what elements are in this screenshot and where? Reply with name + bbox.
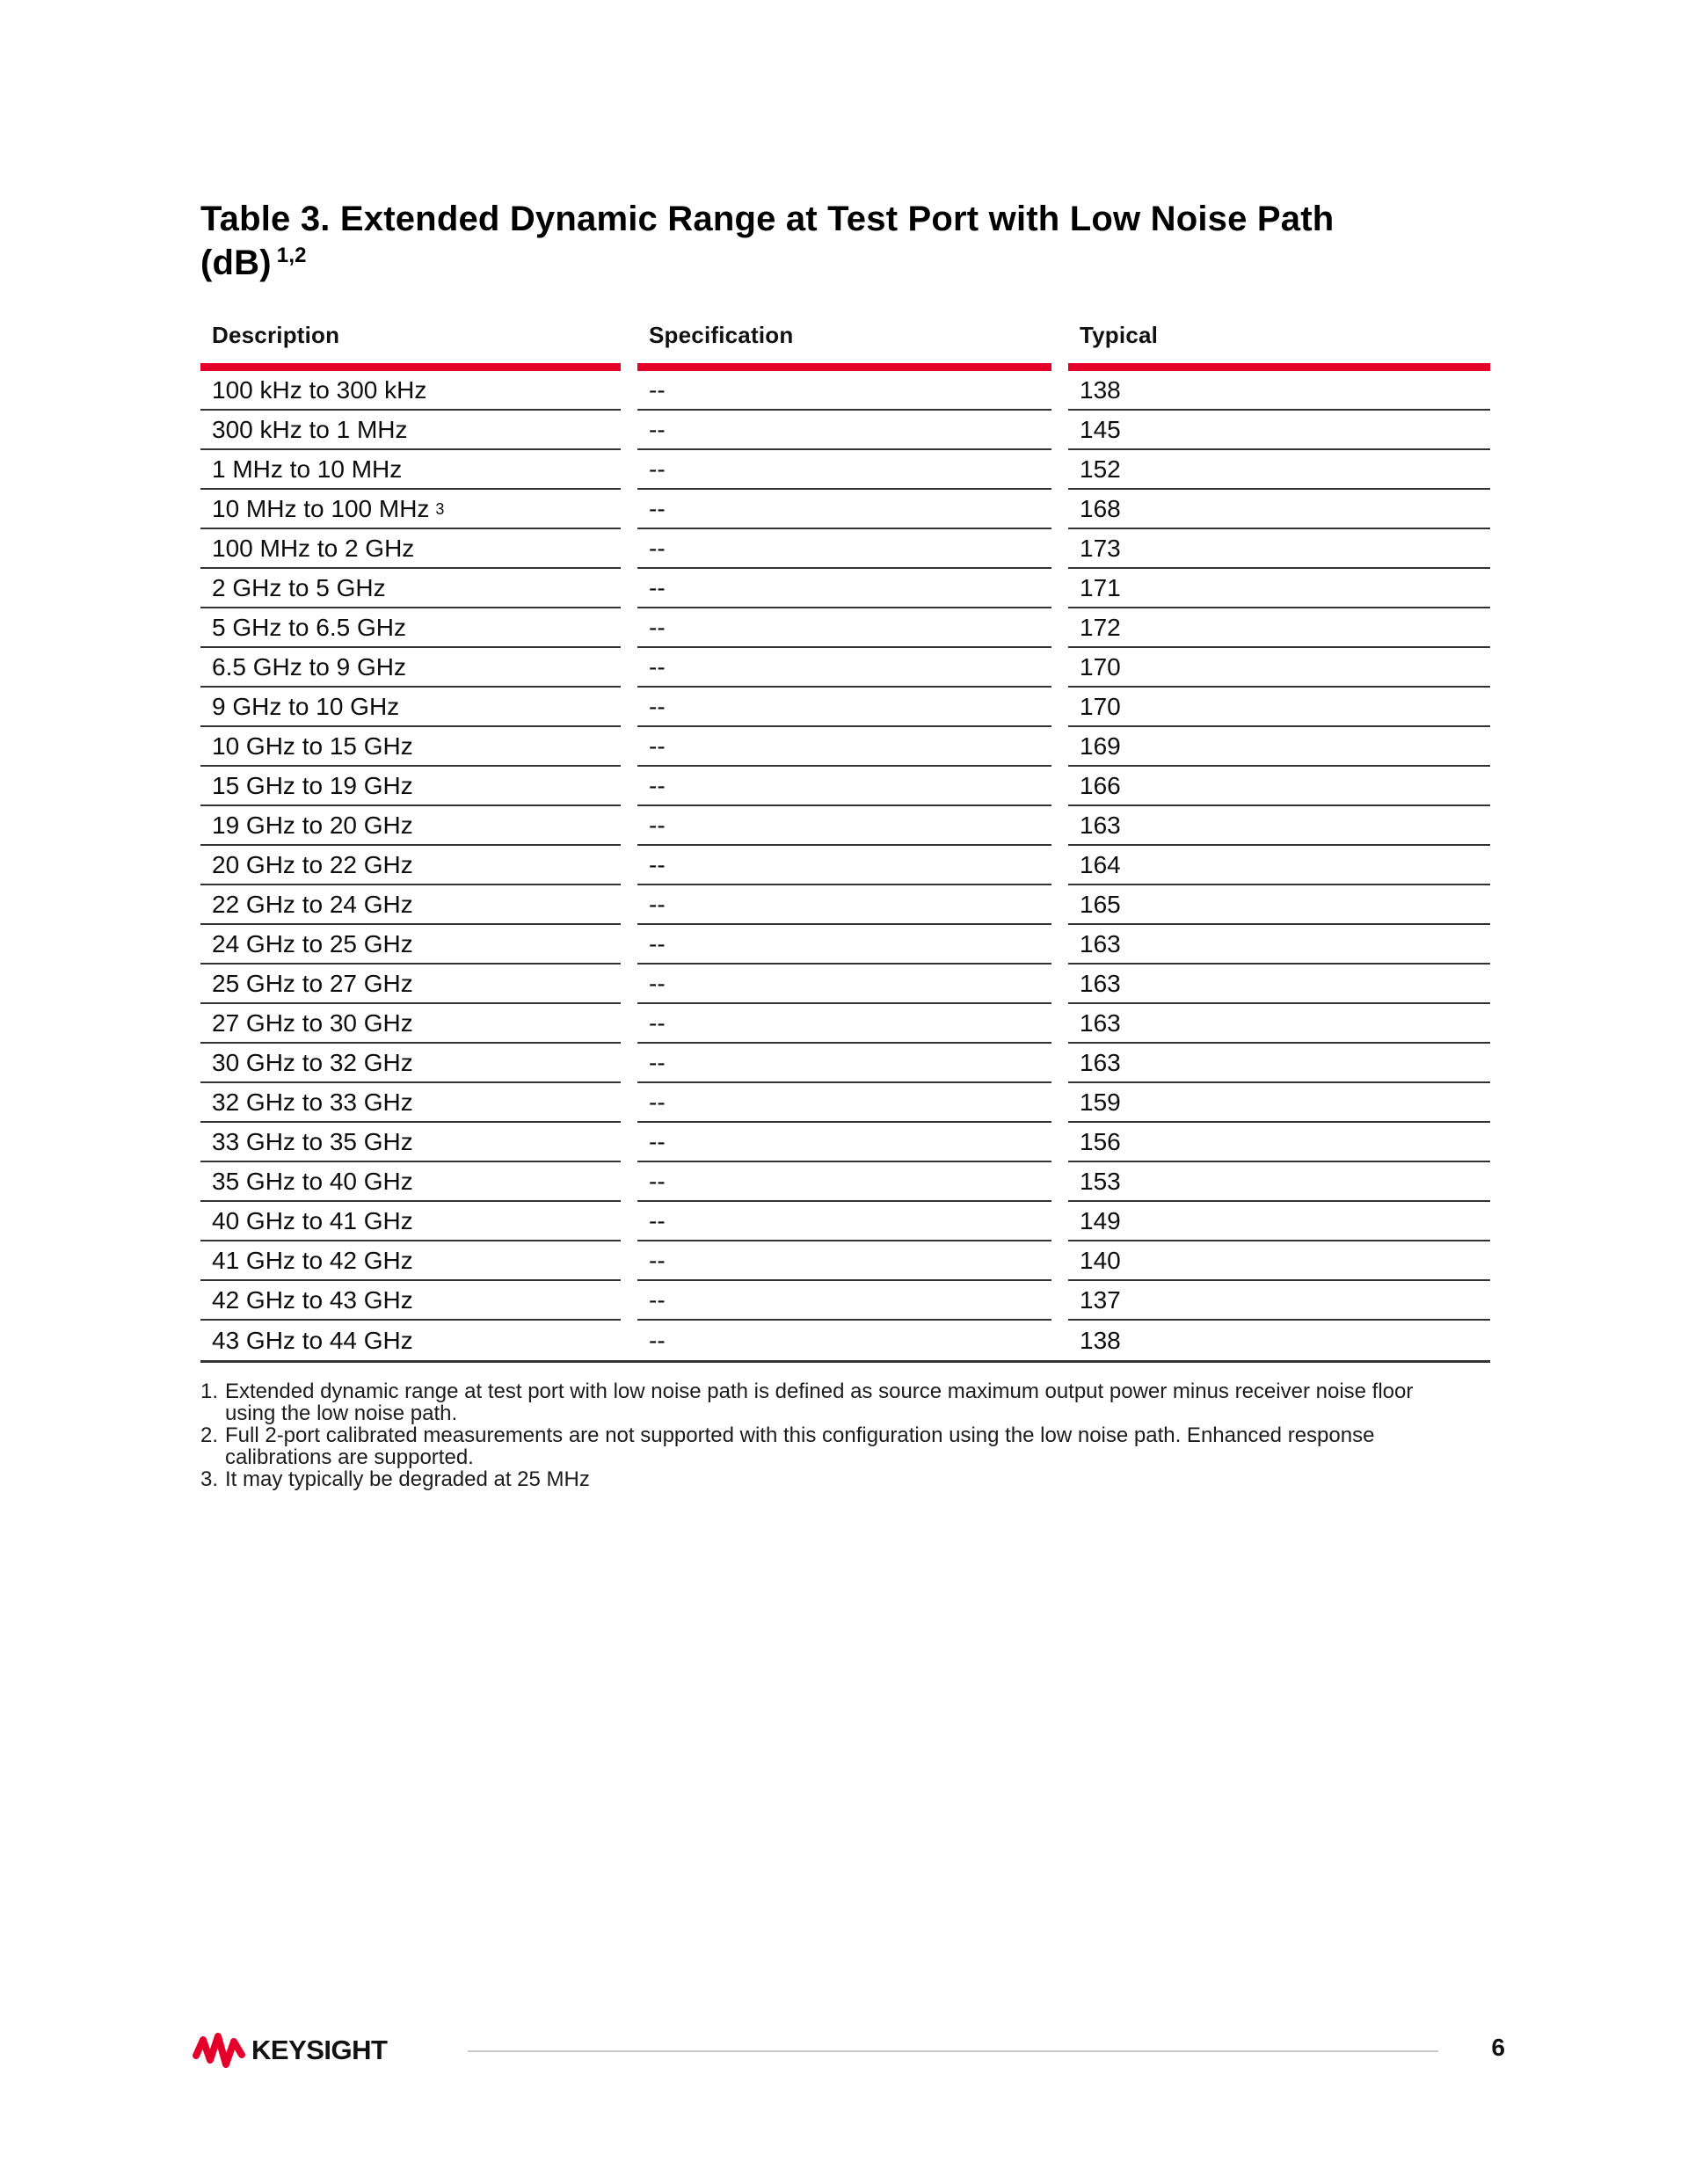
footnote-line: Full 2-port calibrated measurements are not supported with this configuration using the low noise path. Enhanced response bbox=[225, 1423, 1375, 1447]
table-row bbox=[200, 885, 1490, 925]
specification-cell: -- bbox=[637, 608, 1051, 648]
typical-cell: 165 bbox=[1068, 885, 1490, 925]
footnote-item bbox=[200, 1380, 1502, 1424]
specification-cell: -- bbox=[637, 1162, 1051, 1202]
description-cell: 6.5 GHz to 9 GHz bbox=[200, 648, 621, 688]
footnote-number: 2. bbox=[200, 1423, 219, 1447]
description-cell: 9 GHz to 10 GHz bbox=[200, 688, 621, 727]
specification-cell: -- bbox=[637, 727, 1051, 767]
typical-cell: 138 bbox=[1080, 1326, 1121, 1354]
table-row bbox=[200, 371, 1490, 411]
typical-cell: 172 bbox=[1068, 608, 1490, 648]
typical-cell: 140 bbox=[1068, 1241, 1490, 1281]
specification-cell: -- bbox=[637, 767, 1051, 806]
typical-cell: 171 bbox=[1068, 569, 1490, 608]
typical-cell: 138 bbox=[1068, 371, 1490, 411]
specification-cell: -- bbox=[637, 1123, 1051, 1162]
table-row bbox=[200, 1004, 1490, 1044]
description-cell: 41 GHz to 42 GHz bbox=[200, 1241, 621, 1281]
table-row bbox=[200, 1241, 1490, 1281]
table-row bbox=[200, 1123, 1490, 1162]
table-row bbox=[200, 688, 1490, 727]
typical-cell: 170 bbox=[1068, 648, 1490, 688]
table-row bbox=[200, 1281, 1490, 1321]
typical-cell: 149 bbox=[1068, 1202, 1490, 1241]
table-row bbox=[200, 767, 1490, 806]
table-row bbox=[200, 1083, 1490, 1123]
table-row bbox=[200, 529, 1490, 569]
description-cell: 32 GHz to 33 GHz bbox=[200, 1083, 621, 1123]
keysight-wordmark: KEYSIGHT bbox=[251, 2035, 388, 2065]
table-header-row bbox=[200, 322, 1490, 363]
typical-cell: 145 bbox=[1068, 411, 1490, 450]
specification-cell: -- bbox=[637, 648, 1051, 688]
footnote-line: calibrations are supported. bbox=[225, 1445, 474, 1469]
page-title bbox=[200, 197, 1343, 285]
specification-cell: -- bbox=[637, 1241, 1051, 1281]
description-cell: 24 GHz to 25 GHz bbox=[200, 925, 621, 965]
title-line1: Table 3. Extended Dynamic Range at Test Port with Low Noise Path bbox=[200, 200, 1335, 238]
description-cell: 1 MHz to 10 MHz bbox=[200, 450, 621, 490]
specification-cell: -- bbox=[637, 1281, 1051, 1321]
specification-cell: -- bbox=[637, 1083, 1051, 1123]
accent-bar-segment bbox=[1068, 363, 1490, 371]
specification-cell: -- bbox=[637, 529, 1051, 569]
table-body bbox=[200, 371, 1490, 1360]
specification-cell: -- bbox=[637, 965, 1051, 1004]
table-row bbox=[200, 450, 1490, 490]
extended-dynamic-range-table bbox=[200, 322, 1490, 1360]
table-row bbox=[200, 648, 1490, 688]
typical-cell: 163 bbox=[1068, 1004, 1490, 1044]
typical-cell: 170 bbox=[1068, 688, 1490, 727]
typical-cell: 163 bbox=[1068, 925, 1490, 965]
specification-cell: -- bbox=[649, 1326, 666, 1354]
typical-cell: 163 bbox=[1068, 806, 1490, 846]
table-row bbox=[200, 727, 1490, 767]
table-row bbox=[200, 569, 1490, 608]
description-cell: 33 GHz to 35 GHz bbox=[200, 1123, 621, 1162]
typical-cell: 156 bbox=[1068, 1123, 1490, 1162]
footer-divider bbox=[468, 2050, 1438, 2052]
table-row bbox=[200, 965, 1490, 1004]
typical-cell: 163 bbox=[1068, 1044, 1490, 1083]
typical-cell: 168 bbox=[1068, 490, 1490, 529]
description-cell: 19 GHz to 20 GHz bbox=[200, 806, 621, 846]
typical-cell: 164 bbox=[1068, 846, 1490, 885]
description-cell: 15 GHz to 19 GHz bbox=[200, 767, 621, 806]
table-row bbox=[200, 1044, 1490, 1083]
specification-cell: -- bbox=[637, 450, 1051, 490]
specification-cell: -- bbox=[637, 806, 1051, 846]
title-line2: (dB) bbox=[200, 244, 272, 282]
column-header-description: Description bbox=[212, 322, 340, 348]
description-cell: 20 GHz to 22 GHz bbox=[200, 846, 621, 885]
table-row bbox=[200, 925, 1490, 965]
description-cell: 43 GHz to 44 GHz bbox=[212, 1326, 413, 1354]
description-cell: 42 GHz to 43 GHz bbox=[200, 1281, 621, 1321]
typical-cell: 166 bbox=[1068, 767, 1490, 806]
column-header-specification: Specification bbox=[649, 322, 794, 348]
description-cell: 2 GHz to 5 GHz bbox=[200, 569, 621, 608]
table-bottom-border bbox=[200, 1360, 1490, 1363]
keysight-logo bbox=[192, 2031, 387, 2070]
accent-bar-segment bbox=[637, 363, 1051, 371]
description-cell: 40 GHz to 41 GHz bbox=[200, 1202, 621, 1241]
footnote-line: using the low noise path. bbox=[225, 1401, 458, 1425]
specification-cell: -- bbox=[637, 688, 1051, 727]
typical-cell: 137 bbox=[1068, 1281, 1490, 1321]
specification-cell: -- bbox=[637, 925, 1051, 965]
table-row bbox=[200, 806, 1490, 846]
keysight-spark-icon bbox=[192, 2031, 248, 2070]
description-cell: 300 kHz to 1 MHz bbox=[200, 411, 621, 450]
table-row bbox=[200, 1202, 1490, 1241]
typical-cell: 152 bbox=[1068, 450, 1490, 490]
specification-cell: -- bbox=[637, 411, 1051, 450]
footnotes bbox=[200, 1380, 1502, 1490]
specification-cell: -- bbox=[637, 846, 1051, 885]
header-accent-bar bbox=[200, 363, 1490, 371]
typical-cell: 163 bbox=[1068, 965, 1490, 1004]
footnote-line: Extended dynamic range at test port with low noise path is defined as source maximum output power minus receiver noise floor bbox=[225, 1380, 1414, 1403]
table-row bbox=[200, 1162, 1490, 1202]
specification-cell: -- bbox=[637, 885, 1051, 925]
specification-cell: -- bbox=[637, 1044, 1051, 1083]
typical-cell: 153 bbox=[1068, 1162, 1490, 1202]
footnote-item bbox=[200, 1468, 1502, 1490]
table-row bbox=[200, 846, 1490, 885]
column-header-typical: Typical bbox=[1080, 322, 1159, 348]
description-cell: 35 GHz to 40 GHz bbox=[200, 1162, 621, 1202]
description-cell: 25 GHz to 27 GHz bbox=[200, 965, 621, 1004]
typical-cell: 159 bbox=[1068, 1083, 1490, 1123]
description-cell: 100 kHz to 300 kHz bbox=[200, 371, 621, 411]
description-cell: 100 MHz to 2 GHz bbox=[200, 529, 621, 569]
specification-cell: -- bbox=[637, 569, 1051, 608]
specification-cell: -- bbox=[637, 1202, 1051, 1241]
accent-bar-segment bbox=[200, 363, 621, 371]
description-cell: 22 GHz to 24 GHz bbox=[200, 885, 621, 925]
description-cell: 27 GHz to 30 GHz bbox=[200, 1004, 621, 1044]
title-superscript: 1,2 bbox=[276, 243, 307, 267]
specification-cell: -- bbox=[637, 371, 1051, 411]
footnote-number: 1. bbox=[200, 1380, 219, 1403]
table-row bbox=[200, 1321, 1490, 1360]
footnote-number: 3. bbox=[200, 1467, 219, 1491]
table-row bbox=[200, 411, 1490, 450]
description-cell: 30 GHz to 32 GHz bbox=[200, 1044, 621, 1083]
typical-cell: 169 bbox=[1068, 727, 1490, 767]
specification-cell: -- bbox=[637, 1004, 1051, 1044]
specification-cell: -- bbox=[637, 490, 1051, 529]
description-cell: 10 GHz to 15 GHz bbox=[200, 727, 621, 767]
typical-cell: 173 bbox=[1068, 529, 1490, 569]
footnote-item bbox=[200, 1424, 1502, 1468]
table-row bbox=[200, 608, 1490, 648]
page-number: 6 bbox=[1491, 2034, 1505, 2061]
description-cell: 5 GHz to 6.5 GHz bbox=[200, 608, 621, 648]
table-row bbox=[200, 490, 1490, 529]
footnote-line: It may typically be degraded at 25 MHz bbox=[225, 1467, 590, 1491]
description-cell: 10 MHz to 100 MHz 3 bbox=[200, 490, 621, 529]
